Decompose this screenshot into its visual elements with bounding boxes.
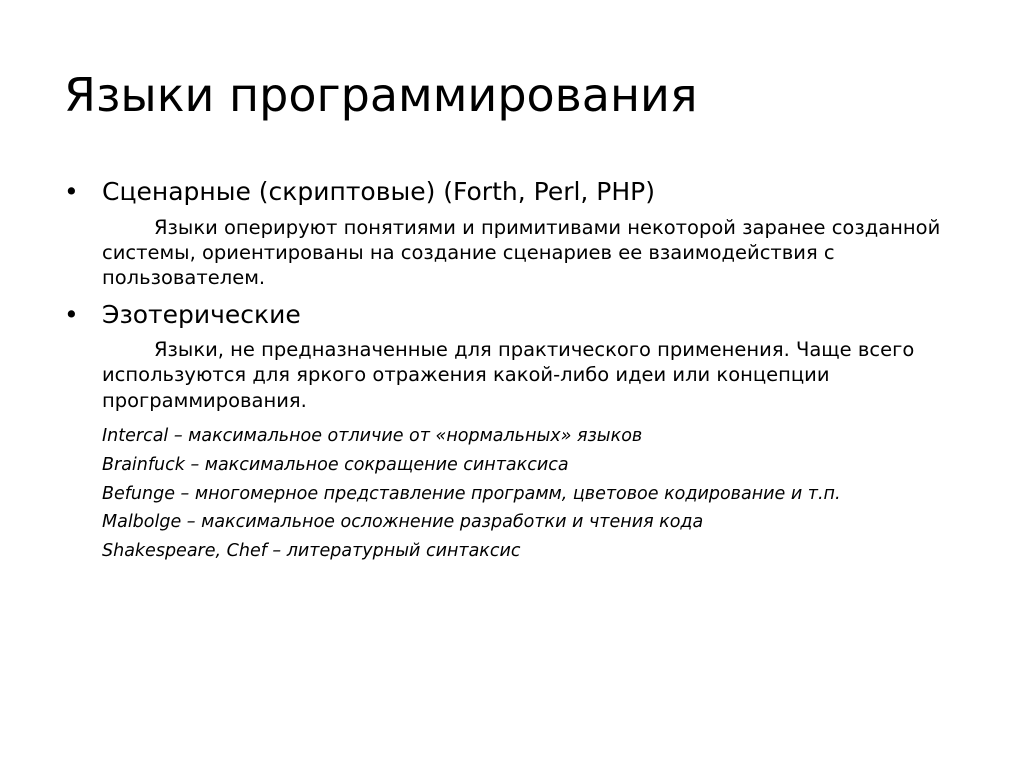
examples-list	[102, 425, 960, 563]
bullet-label: Сценарные (скриптовые) (Forth, Perl, PHP)	[102, 177, 656, 206]
slide-title: Языки программирования	[64, 68, 698, 122]
bullet-description: Языки, не предназначенные для практического применения. Чаще всего используются для яркого отражения какой-либо идеи или концепции программирования.	[102, 338, 915, 412]
slide-content	[62, 176, 962, 569]
example-item: Malbolge – максимальное осложнение разработки и чтения кода	[102, 512, 704, 533]
bullet-scripting	[62, 176, 962, 209]
example-item: Befunge – многомерное представление программ, цветовое кодирование и т.п.	[102, 483, 841, 504]
example-item: Intercal – максимальное отличие от «нормальных» языков	[102, 426, 643, 447]
example-item: Shakespeare, Chef – литературный синтаксис	[102, 541, 521, 562]
bullet-dot-icon: •	[64, 299, 79, 329]
bullet-label: Эзотерические	[102, 299, 301, 329]
bullet-description: Языки оперируют понятиями и примитивами некоторой заранее созданной системы, ориентированы на создание сценариев ее взаимодействия с пользователем.	[102, 215, 941, 290]
example-item: Brainfuck – максимальное сокращение синтаксиса	[102, 454, 569, 475]
bullet-dot-icon: •	[64, 177, 79, 206]
bullet-esoteric	[62, 299, 962, 332]
